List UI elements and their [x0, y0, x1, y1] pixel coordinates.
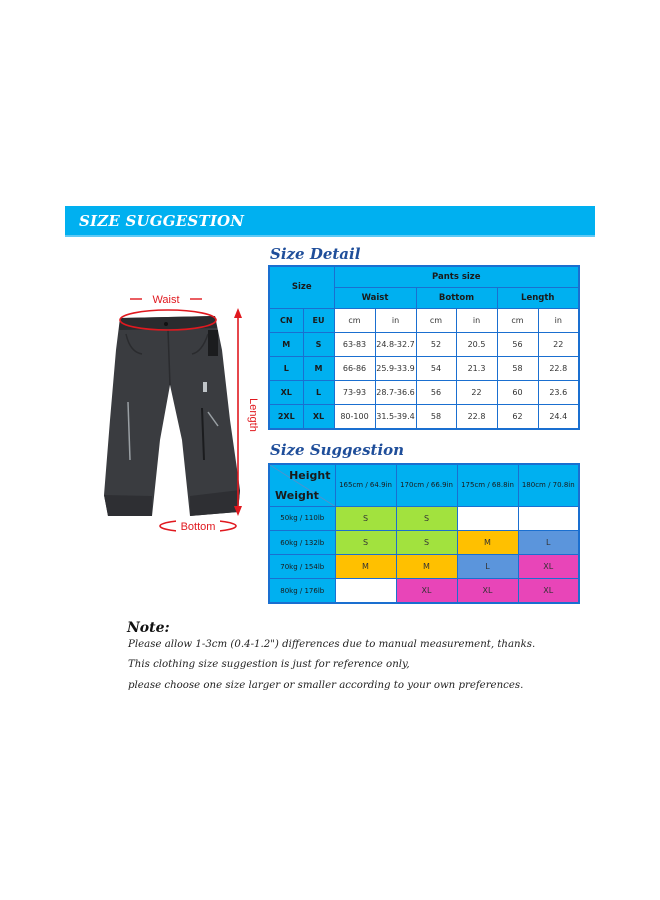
note-line: Please allow 1-3cm (0.4-1.2") differences due to manual measurement, thanks.: [128, 639, 536, 650]
height-label: Height: [289, 469, 331, 482]
weight-header: 60kg / 132lb: [269, 530, 335, 554]
value-cell: 56: [497, 332, 538, 356]
value-cell: 21.3: [456, 357, 497, 381]
size-detail-table: [268, 265, 580, 430]
height-header: 165cm / 64.9in: [335, 464, 396, 506]
bottom-label: Bottom: [180, 521, 216, 533]
table-row: [269, 357, 579, 381]
length-header: Length: [497, 287, 579, 308]
size-header: Size: [269, 266, 334, 308]
cn-size: M: [269, 332, 303, 356]
height-header: 170cm / 66.9in: [396, 464, 457, 506]
table-row: [269, 579, 579, 603]
banner-title: SIZE SUGGESTION: [79, 212, 245, 230]
unit-cell: cm: [416, 308, 456, 332]
size-suggestion-title: Size Suggestion: [270, 441, 405, 459]
weight-label: Weight: [275, 488, 319, 502]
waist-header: Waist: [334, 287, 416, 308]
suggested-size: XL: [396, 579, 457, 603]
section-banner: [65, 206, 595, 237]
suggested-size: L: [518, 530, 579, 554]
table-row: [269, 555, 579, 579]
height-header: 175cm / 68.8in: [457, 464, 518, 506]
unit-cell: in: [538, 308, 579, 332]
unit-cell: in: [375, 308, 416, 332]
suggested-size: M: [457, 530, 518, 554]
value-cell: 25.9-33.9: [375, 357, 416, 381]
value-cell: 31.5-39.4: [375, 405, 416, 429]
height-header: 180cm / 70.8in: [518, 464, 579, 506]
suggested-size: [457, 506, 518, 530]
value-cell: 63-83: [334, 332, 375, 356]
product-image: [90, 290, 260, 540]
weight-header: 70kg / 154lb: [269, 555, 335, 579]
waist-label: Waist: [152, 294, 180, 306]
table-row: [269, 530, 579, 554]
value-cell: 23.6: [538, 381, 579, 405]
suggested-size: M: [396, 555, 457, 579]
value-cell: 62: [497, 405, 538, 429]
value-cell: 22.8: [456, 405, 497, 429]
note-title: Note:: [127, 620, 170, 636]
value-cell: 56: [416, 381, 456, 405]
value-cell: 24.4: [538, 405, 579, 429]
value-cell: 22.8: [538, 357, 579, 381]
bottom-header: Bottom: [416, 287, 497, 308]
table-row: [269, 405, 579, 429]
shorts-illustration: [90, 290, 260, 540]
note-line: This clothing size suggestion is just for reference only,: [128, 659, 410, 670]
value-cell: 58: [416, 405, 456, 429]
pants-size-header: Pants size: [334, 266, 579, 287]
note-line: please choose one size larger or smaller according to your own preferences.: [128, 680, 524, 691]
weight-header: 50kg / 110lb: [269, 506, 335, 530]
cn-header: CN: [269, 308, 303, 332]
suggested-size: L: [457, 555, 518, 579]
value-cell: 22: [538, 332, 579, 356]
suggested-size: S: [396, 506, 457, 530]
suggested-size: M: [335, 555, 396, 579]
suggested-size: S: [335, 530, 396, 554]
value-cell: 73-93: [334, 381, 375, 405]
suggested-size: [518, 506, 579, 530]
value-cell: 54: [416, 357, 456, 381]
value-cell: 66-86: [334, 357, 375, 381]
unit-cell: cm: [497, 308, 538, 332]
height-weight-corner: [269, 464, 335, 506]
eu-size: M: [303, 357, 334, 381]
suggested-size: XL: [457, 579, 518, 603]
unit-cell: in: [456, 308, 497, 332]
suggested-size: S: [335, 506, 396, 530]
size-detail-title: Size Detail: [270, 245, 361, 263]
value-cell: 24.8-32.7: [375, 332, 416, 356]
cn-size: XL: [269, 381, 303, 405]
eu-size: L: [303, 381, 334, 405]
value-cell: 80-100: [334, 405, 375, 429]
table-row: [269, 332, 579, 356]
weight-header: 80kg / 176lb: [269, 579, 335, 603]
table-row: [269, 506, 579, 530]
value-cell: 58: [497, 357, 538, 381]
unit-cell: cm: [334, 308, 375, 332]
cn-size: 2XL: [269, 405, 303, 429]
length-label: Length: [247, 398, 259, 432]
value-cell: 20.5: [456, 332, 497, 356]
value-cell: 28.7-36.6: [375, 381, 416, 405]
value-cell: 52: [416, 332, 456, 356]
value-cell: 22: [456, 381, 497, 405]
cn-size: L: [269, 357, 303, 381]
suggested-size: XL: [518, 579, 579, 603]
suggested-size: S: [396, 530, 457, 554]
suggested-size: XL: [518, 555, 579, 579]
table-row: [269, 381, 579, 405]
eu-header: EU: [303, 308, 334, 332]
suggested-size: [335, 579, 396, 603]
eu-size: XL: [303, 405, 334, 429]
eu-size: S: [303, 332, 334, 356]
value-cell: 60: [497, 381, 538, 405]
size-suggestion-table: [268, 463, 580, 604]
